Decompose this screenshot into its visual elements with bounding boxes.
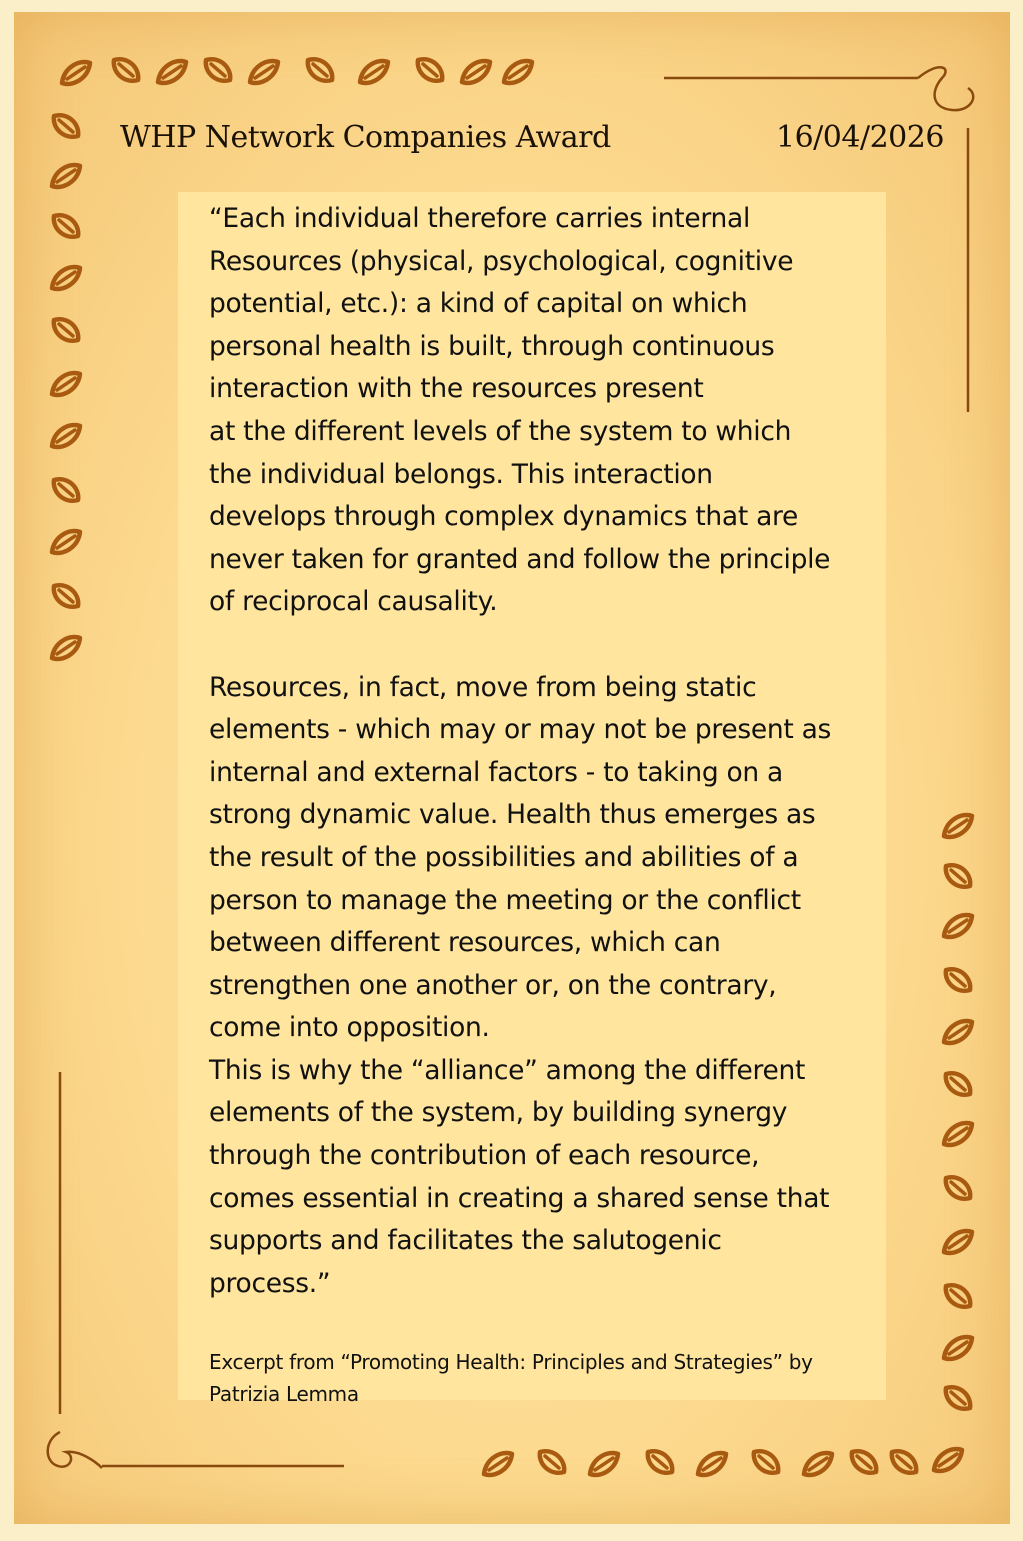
leaf-icon [804,1453,832,1475]
leaf-icon [946,1177,970,1199]
award-date: 16/04/2026 [776,120,944,155]
leaf-icon [944,1337,972,1359]
leaf-icon [54,115,78,137]
leaf-icon [944,1231,972,1253]
leaf-icon [114,59,138,81]
leaf-icon [54,215,78,237]
leaf-icon [946,865,970,887]
leaf-icon [54,319,78,341]
leaf-icon [360,61,388,83]
top-leaf-row [62,59,532,84]
leaf-icon [52,531,80,553]
leaf-icon [648,1451,672,1473]
leaf-icon [158,61,186,83]
leaf-icon [946,1285,970,1307]
leaf-icon [944,815,972,837]
leaf-icon [52,425,80,447]
quote-text: “Each individual therefore carries internal Resources (physical, psychological, cognitive potential, etc.): a kind of capital on which personal health is built, through continuous interaction with the resources present at the different levels of the system to which the individual belongs. This interaction develops through complex dynamics that are never taken for granted and follow the principle of reciprocal causality. Resources, in fact, move from being static elements - which may or may not be present as internal and external factors - to taking on a strong dynamic value. Health thus emerges as the result of the possibilities and abilities of a person to manage the meeting or the conflict between different resources, which can strengthen one another or, on the contrary, come into opposition. This is why the “alliance” among the different elements of the system, by building synergy through the contribution of each resource, comes essential in creating a shared sense that supports and facilitates the salutogenic process.” [209,203,832,1299]
award-title: WHP Network Companies Award [120,120,611,155]
leaf-icon [946,1387,970,1409]
leaf-icon [892,1451,916,1473]
leaf-icon [52,267,80,289]
leaf-icon [52,165,80,187]
leaf-icon [946,1073,970,1095]
leaf-icon [540,1451,564,1473]
leaf-icon [462,61,490,83]
leaf-icon [52,373,80,395]
swirl-icon [48,1432,102,1468]
right-leaf-column [944,815,972,1409]
leaf-icon [250,61,278,83]
leaf-icon [308,59,332,81]
leaf-icon [944,915,972,937]
leaf-icon [852,1451,876,1473]
leaf-icon [944,1021,972,1043]
leaf-icon [754,1451,778,1473]
leaf-icon [698,1453,726,1475]
leaf-icon [54,479,78,501]
leaf-icon [62,62,90,84]
bottom-leaf-row [484,1449,962,1475]
excerpt-citation: Excerpt from “Promoting Health: Principles and Strategies” by Patrizia Lemma [209,1350,813,1406]
leaf-icon [52,637,80,659]
leaf-icon [944,1123,972,1145]
left-leaf-column [52,115,80,659]
leaf-icon [504,61,532,83]
leaf-icon [484,1453,512,1475]
leaf-icon [590,1453,618,1475]
swirl-icon [918,67,973,110]
leaf-icon [934,1449,962,1471]
leaf-icon [946,969,970,991]
leaf-icon [206,59,230,81]
leaf-icon [418,59,442,81]
leaf-icon [54,585,78,607]
